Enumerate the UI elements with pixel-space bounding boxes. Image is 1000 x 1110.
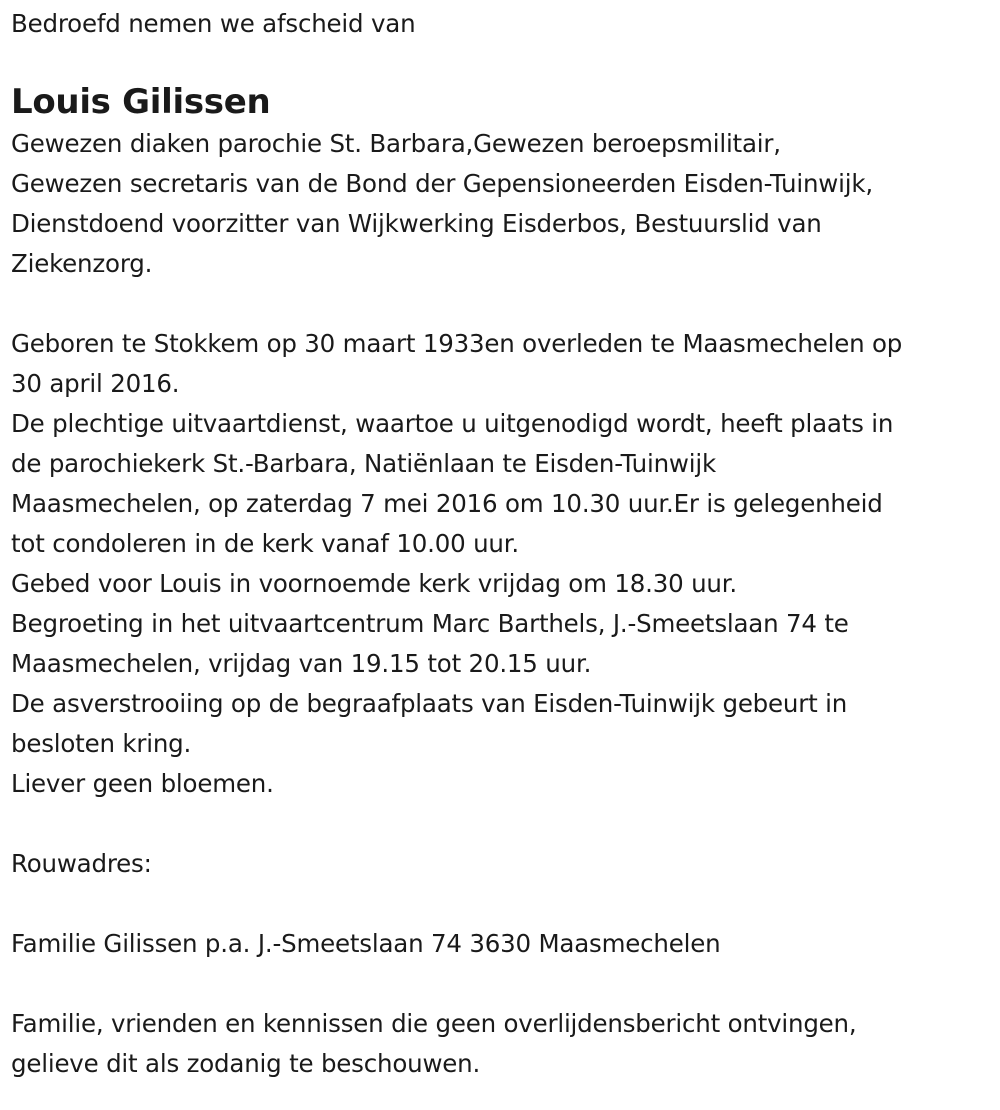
- closing-line: gelieve dit als zodanig te beschouwen.: [11, 1049, 481, 1078]
- detail-line: Maasmechelen, vrijdag van 19.15 tot 20.15 uur.: [11, 649, 592, 678]
- spacer: [11, 804, 1000, 844]
- detail-line: tot condoleren in de kerk vanaf 10.00 uur.: [11, 529, 519, 558]
- detail-line: De asverstrooiing op de begraafplaats van Eisden-Tuinwijk gebeurt in: [11, 689, 848, 718]
- deceased-name: Louis Gilissen: [11, 82, 271, 122]
- detail-line: Maasmechelen, op zaterdag 7 mei 2016 om 10.30 uur.Er is gelegenheid: [11, 489, 883, 518]
- detail-line: Liever geen bloemen.: [11, 769, 274, 798]
- detail-line: 30 april 2016.: [11, 369, 180, 398]
- roles-block: [11, 124, 1000, 284]
- spacer: [11, 884, 1000, 924]
- detail-line: De plechtige uitvaartdienst, waartoe u uitgenodigd wordt, heeft plaats in: [11, 409, 894, 438]
- address-label: Rouwadres:: [11, 849, 152, 878]
- spacer: [11, 964, 1000, 1004]
- closing-line: Familie, vrienden en kennissen die geen overlijdensbericht ontvingen,: [11, 1009, 857, 1038]
- details-block: [11, 324, 1000, 804]
- mourning-address: Familie Gilissen p.a. J.-Smeetslaan 74 3630 Maasmechelen: [11, 929, 721, 958]
- detail-line: Begroeting in het uitvaartcentrum Marc Barthels, J.-Smeetslaan 74 te: [11, 609, 849, 638]
- role-line: Gewezen secretaris van de Bond der Gepensioneerden Eisden-Tuinwijk,: [11, 169, 873, 198]
- detail-line: Geboren te Stokkem op 30 maart 1933en overleden te Maasmechelen op: [11, 329, 903, 358]
- spacer: [11, 284, 1000, 324]
- role-line: Dienstdoend voorzitter van Wijkwerking Eisderbos, Bestuurslid van: [11, 209, 822, 238]
- role-line: Gewezen diaken parochie St. Barbara,Gewezen beroepsmilitair,: [11, 129, 781, 158]
- detail-line: besloten kring.: [11, 729, 192, 758]
- detail-line: Gebed voor Louis in voornoemde kerk vrijdag om 18.30 uur.: [11, 569, 737, 598]
- closing-block: [11, 1004, 1000, 1084]
- role-line: Ziekenzorg.: [11, 249, 153, 278]
- detail-line: de parochiekerk St.-Barbara, Natiënlaan te Eisden-Tuinwijk: [11, 449, 716, 478]
- intro-text: Bedroefd nemen we afscheid van: [11, 9, 416, 38]
